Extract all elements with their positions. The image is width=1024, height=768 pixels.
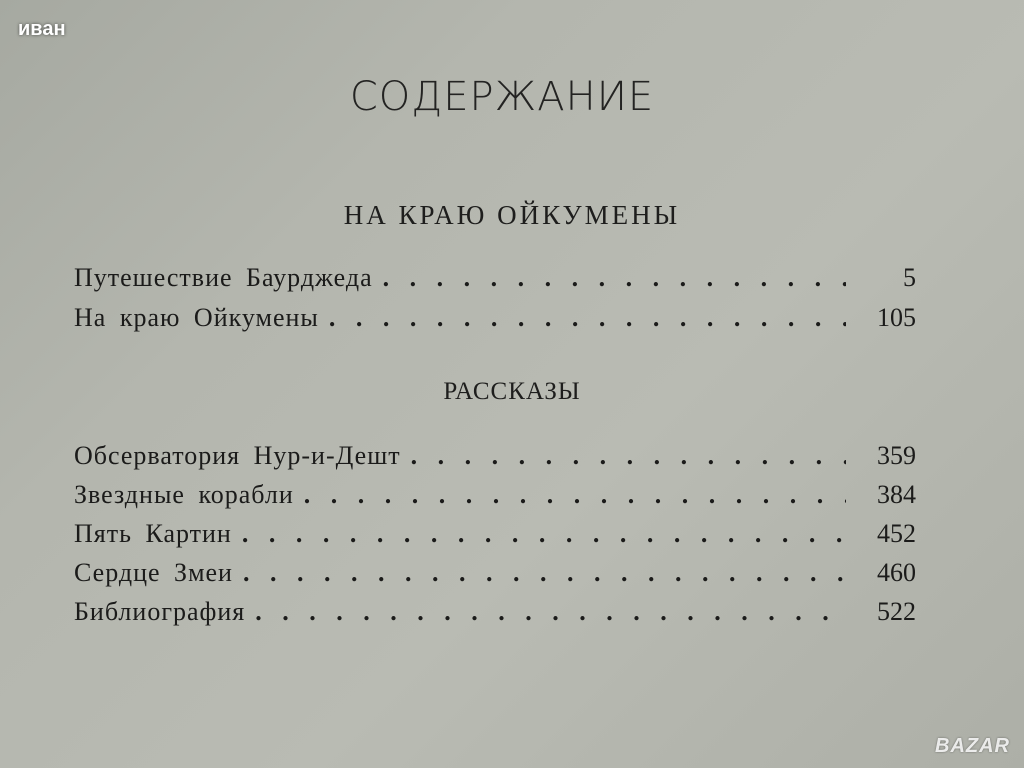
dot-leader xyxy=(411,441,846,471)
dot-leader xyxy=(329,303,846,333)
toc-entry xyxy=(74,558,916,596)
toc-entry-title: Путешествие Баурджеда xyxy=(74,263,373,292)
toc-entry-page: 5 xyxy=(903,263,916,292)
section-heading-1: НА КРАЮ ОЙКУМЕНЫ xyxy=(343,200,681,230)
toc-entry-title: Библиография xyxy=(74,597,246,626)
toc-entry xyxy=(74,263,916,301)
toc-entry-title: На краю Ойкумены xyxy=(74,303,319,332)
dot-leader xyxy=(255,597,846,627)
dot-leader xyxy=(304,480,846,510)
toc-entry-page: 359 xyxy=(877,441,916,470)
toc-entry xyxy=(74,519,916,557)
toc-entry-title: Пять Картин xyxy=(74,519,232,548)
seller-watermark: иван xyxy=(18,18,66,40)
toc-entry-title: Звездные корабли xyxy=(74,480,294,509)
toc-entry-title: Обсерватория Нур-и-Дешт xyxy=(74,441,401,470)
toc-entry-page: 105 xyxy=(877,303,916,332)
dot-leader xyxy=(383,263,846,293)
site-logo-watermark: BAZAR xyxy=(935,735,1010,757)
page-title: СОДЕРЖАНИЕ xyxy=(349,74,655,120)
toc-entry xyxy=(74,597,916,635)
toc-entry-page: 384 xyxy=(877,480,916,509)
toc-entry xyxy=(74,441,916,479)
toc-entry xyxy=(74,480,916,518)
dot-leader xyxy=(242,519,846,549)
toc-entry-page: 522 xyxy=(877,597,916,626)
toc-entry xyxy=(74,303,916,341)
section-heading-2: РАССКАЗЫ xyxy=(443,378,581,405)
dot-leader xyxy=(243,558,846,588)
toc-entry-page: 452 xyxy=(877,519,916,548)
toc-entry-title: Сердце Змеи xyxy=(74,558,233,587)
toc-entry-page: 460 xyxy=(877,558,916,587)
